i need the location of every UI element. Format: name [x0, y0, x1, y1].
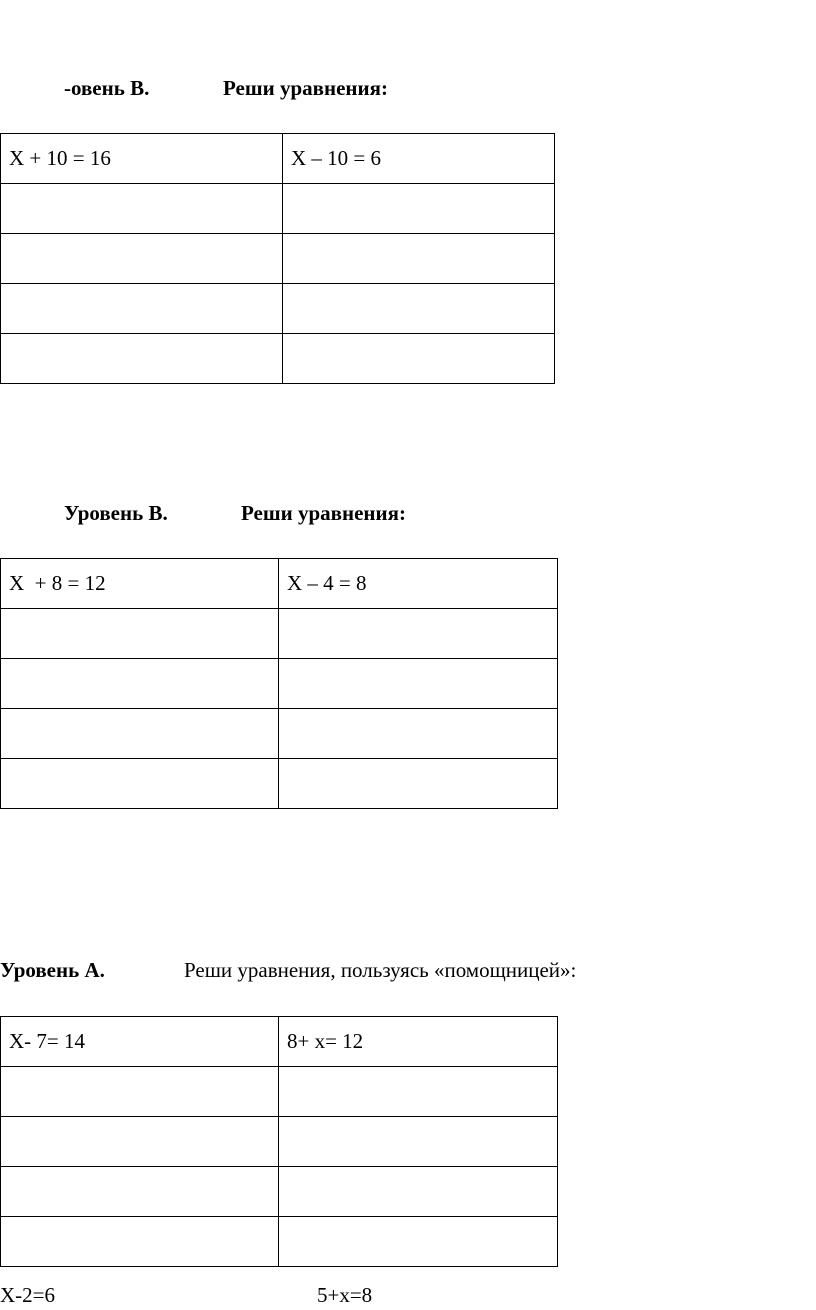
answer-cell[interactable]	[1, 1167, 279, 1217]
footer-eq-right: 5+х=8	[317, 1283, 373, 1307]
answer-cell[interactable]	[1, 759, 279, 809]
table-row	[1, 234, 555, 284]
section3-task: Реши уравнения, пользуясь «помощницей»:	[184, 958, 577, 982]
answer-cell[interactable]	[1, 609, 279, 659]
section2-eq-right: Х – 4 = 8	[279, 559, 558, 609]
table-row	[1, 759, 558, 809]
answer-cell[interactable]	[279, 1217, 558, 1267]
answer-cell[interactable]	[1, 284, 283, 334]
table-row	[1, 559, 558, 609]
section3-eq-right: 8+ х= 12	[279, 1017, 558, 1067]
answer-cell[interactable]	[279, 1167, 558, 1217]
section3-table	[0, 1016, 558, 1267]
answer-cell[interactable]	[283, 234, 555, 284]
table-row	[1, 184, 555, 234]
section2-task: Реши уравнения:	[241, 501, 406, 525]
answer-cell[interactable]	[1, 709, 279, 759]
answer-cell[interactable]	[279, 609, 558, 659]
table-row	[1, 1117, 558, 1167]
section3-eq-left: Х- 7= 14	[1, 1017, 279, 1067]
section1-level: -овень В.	[64, 76, 150, 100]
answer-cell[interactable]	[283, 334, 555, 384]
answer-cell[interactable]	[279, 659, 558, 709]
answer-cell[interactable]	[279, 1117, 558, 1167]
answer-cell[interactable]	[1, 1217, 279, 1267]
footer-eq-left: Х-2=6	[0, 1283, 56, 1307]
section1-task: Реши уравнения:	[223, 76, 388, 100]
table-row	[1, 284, 555, 334]
answer-cell[interactable]	[1, 659, 279, 709]
table-row	[1, 1017, 558, 1067]
table-row	[1, 334, 555, 384]
table-row	[1, 1167, 558, 1217]
table-row	[1, 134, 555, 184]
answer-cell[interactable]	[279, 709, 558, 759]
section3-level: Уровень А.	[0, 958, 105, 982]
answer-cell[interactable]	[1, 1067, 279, 1117]
section2-level: Уровень В.	[64, 501, 168, 525]
answer-cell[interactable]	[283, 184, 555, 234]
table-row	[1, 1067, 558, 1117]
section1-eq-right: Х – 10 = 6	[283, 134, 555, 184]
table-row	[1, 1217, 558, 1267]
table-row	[1, 659, 558, 709]
section1-eq-left: Х + 10 = 16	[1, 134, 283, 184]
section2-eq-left: Х + 8 = 12	[1, 559, 279, 609]
section1-table	[0, 133, 555, 384]
answer-cell[interactable]	[1, 334, 283, 384]
section2-table	[0, 558, 558, 809]
table-row	[1, 609, 558, 659]
answer-cell[interactable]	[283, 284, 555, 334]
table-row	[1, 709, 558, 759]
answer-cell[interactable]	[279, 759, 558, 809]
answer-cell[interactable]	[1, 234, 283, 284]
answer-cell[interactable]	[279, 1067, 558, 1117]
answer-cell[interactable]	[1, 184, 283, 234]
answer-cell[interactable]	[1, 1117, 279, 1167]
